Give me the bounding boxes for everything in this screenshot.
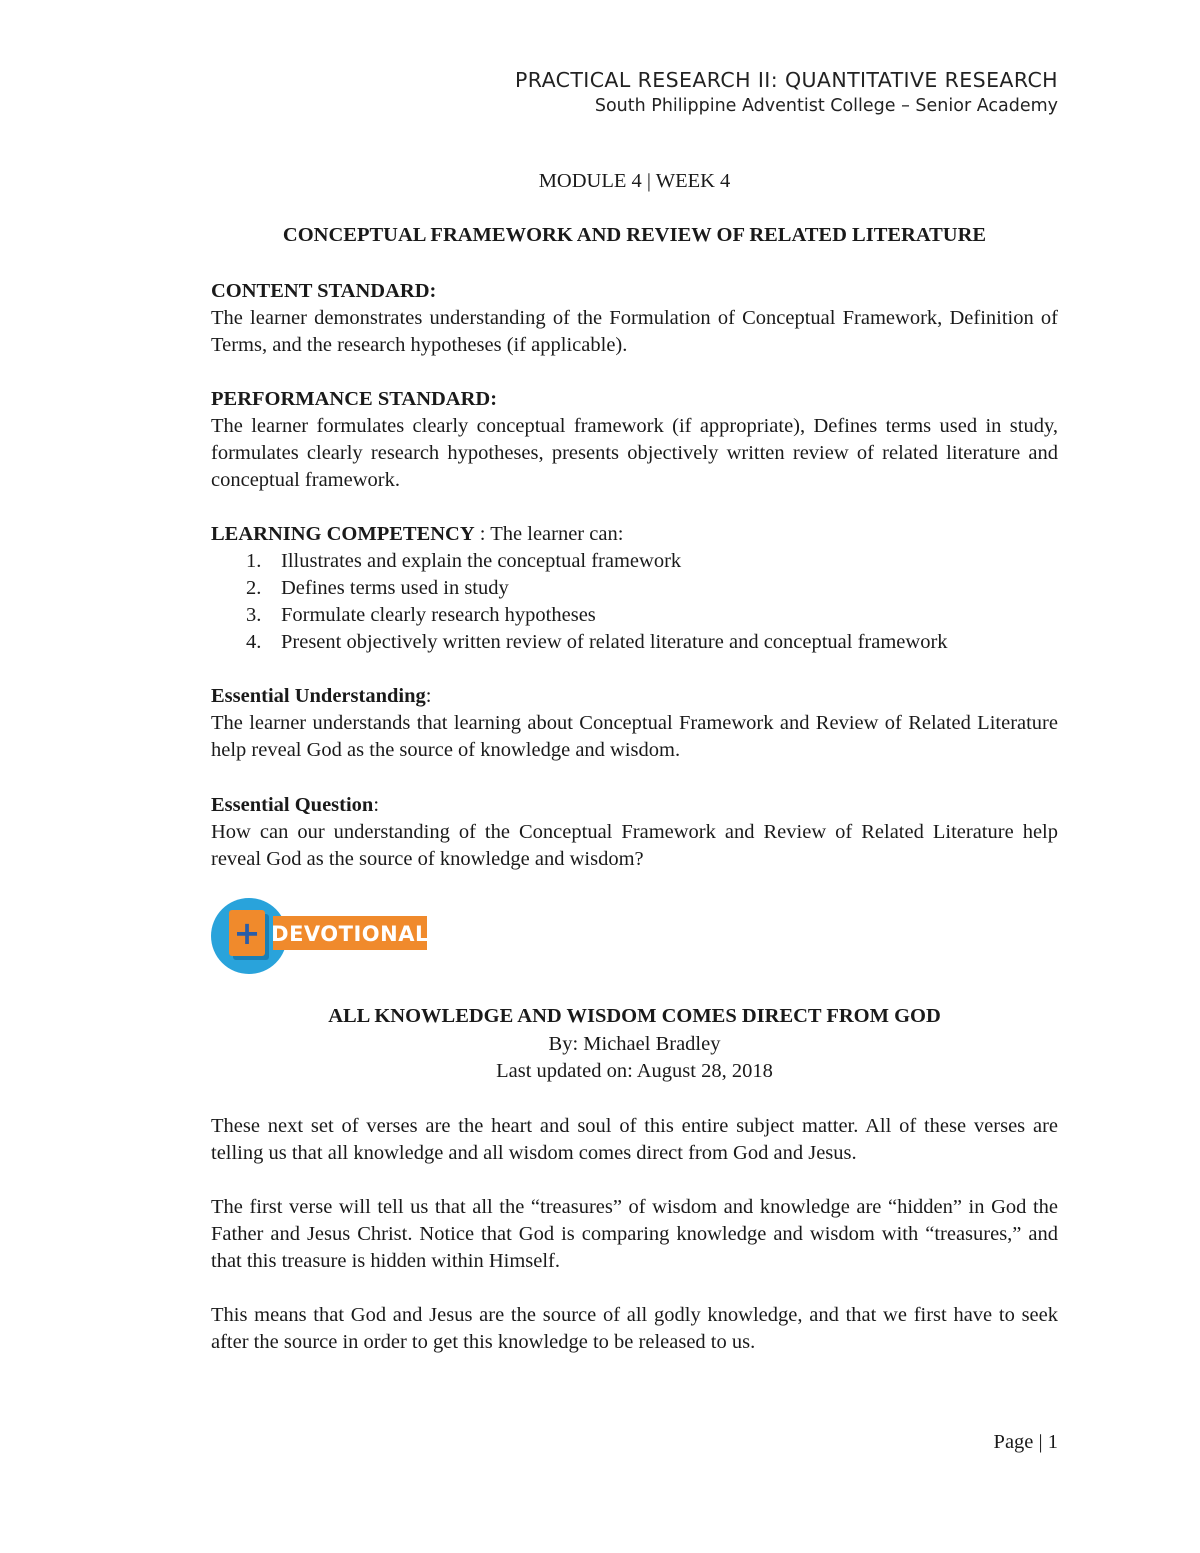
essential-question-colon: : bbox=[373, 794, 380, 816]
list-item-text: Present objectively written review of related literature and conceptual framework bbox=[281, 631, 948, 653]
content-standard-heading: CONTENT STANDARD: bbox=[211, 280, 437, 302]
learning-competency-intro: : The learner can: bbox=[474, 523, 624, 545]
learning-competency-heading: LEARNING COMPETENCY bbox=[211, 523, 475, 545]
essential-understanding-text: The learner understands that learning about Conceptual Framework and Review of Related Literature help reveal God as the source of knowledge and wisdom. bbox=[211, 712, 1058, 761]
badge-plus-icon: + bbox=[233, 914, 261, 952]
essential-question-text: How can our understanding of the Conceptual Framework and Review of Related Literature help reveal God as the source of knowledge and wisdom? bbox=[211, 821, 1058, 870]
devotional-title: ALL KNOWLEDGE AND WISDOM COMES DIRECT FROM GOD bbox=[328, 1005, 941, 1027]
page-number: Page | 1 bbox=[993, 1431, 1058, 1453]
devotional-paragraph: The first verse will tell us that all the “treasures” of wisdom and knowledge are “hidden” in God the Father and Jesus Christ. Notice that God is comparing knowledge and wisdom with “treasures,” and that this treasure is hidden within Himself. bbox=[211, 1196, 1058, 1272]
essential-understanding-colon: : bbox=[425, 685, 432, 707]
module-label: MODULE 4 | WEEK 4 bbox=[538, 170, 731, 192]
list-item-number: 1. bbox=[246, 550, 262, 572]
list-item bbox=[211, 575, 1058, 602]
list-item-text: Defines terms used in study bbox=[281, 577, 509, 599]
essential-understanding-heading: Essential Understanding bbox=[211, 685, 426, 707]
competency-list bbox=[211, 548, 1058, 656]
list-item-number: 2. bbox=[246, 577, 262, 599]
list-item bbox=[211, 629, 1058, 656]
essential-understanding-line bbox=[211, 683, 1058, 710]
devotional-author: By: Michael Bradley bbox=[548, 1033, 721, 1055]
list-item-number: 4. bbox=[246, 631, 262, 653]
essential-question-line bbox=[211, 792, 1058, 819]
essential-question-heading: Essential Question bbox=[211, 794, 374, 816]
devotional-updated: Last updated on: August 28, 2018 bbox=[496, 1060, 773, 1082]
devotional-badge bbox=[211, 894, 431, 978]
header-school: South Philippine Adventist College – Senior Academy bbox=[594, 96, 1058, 116]
list-item-text: Illustrates and explain the conceptual framework bbox=[281, 550, 682, 572]
list-item bbox=[211, 548, 1058, 575]
learning-competency-line bbox=[211, 521, 1058, 548]
performance-standard-text: The learner formulates clearly conceptual framework (if appropriate), Defines terms used in study, formulates clearly research hypotheses, presents objectively written review of related literature and conceptual framework. bbox=[211, 415, 1058, 491]
list-item-text: Formulate clearly research hypotheses bbox=[281, 604, 596, 626]
content-standard-text: The learner demonstrates understanding of the Formulation of Conceptual Framework, Definition of Terms, and the research hypotheses (if applicable). bbox=[211, 307, 1058, 356]
devotional-paragraph: These next set of verses are the heart and soul of this entire subject matter. All of these verses are telling us that all knowledge and all wisdom comes direct from God and Jesus. bbox=[211, 1115, 1058, 1164]
badge-label: DEVOTIONAL bbox=[271, 922, 429, 946]
list-item bbox=[211, 602, 1058, 629]
devotional-paragraph: This means that God and Jesus are the source of all godly knowledge, and that we first have to seek after the source in order to get this knowledge to be released to us. bbox=[211, 1304, 1058, 1353]
document-page bbox=[211, 0, 1058, 1553]
page-title: CONCEPTUAL FRAMEWORK AND REVIEW OF RELATED LITERATURE bbox=[282, 224, 987, 246]
header-course-title: PRACTICAL RESEARCH II: QUANTITATIVE RESEARCH bbox=[515, 68, 1058, 92]
list-item-number: 3. bbox=[246, 604, 262, 626]
performance-standard-heading: PERFORMANCE STANDARD: bbox=[211, 388, 498, 410]
